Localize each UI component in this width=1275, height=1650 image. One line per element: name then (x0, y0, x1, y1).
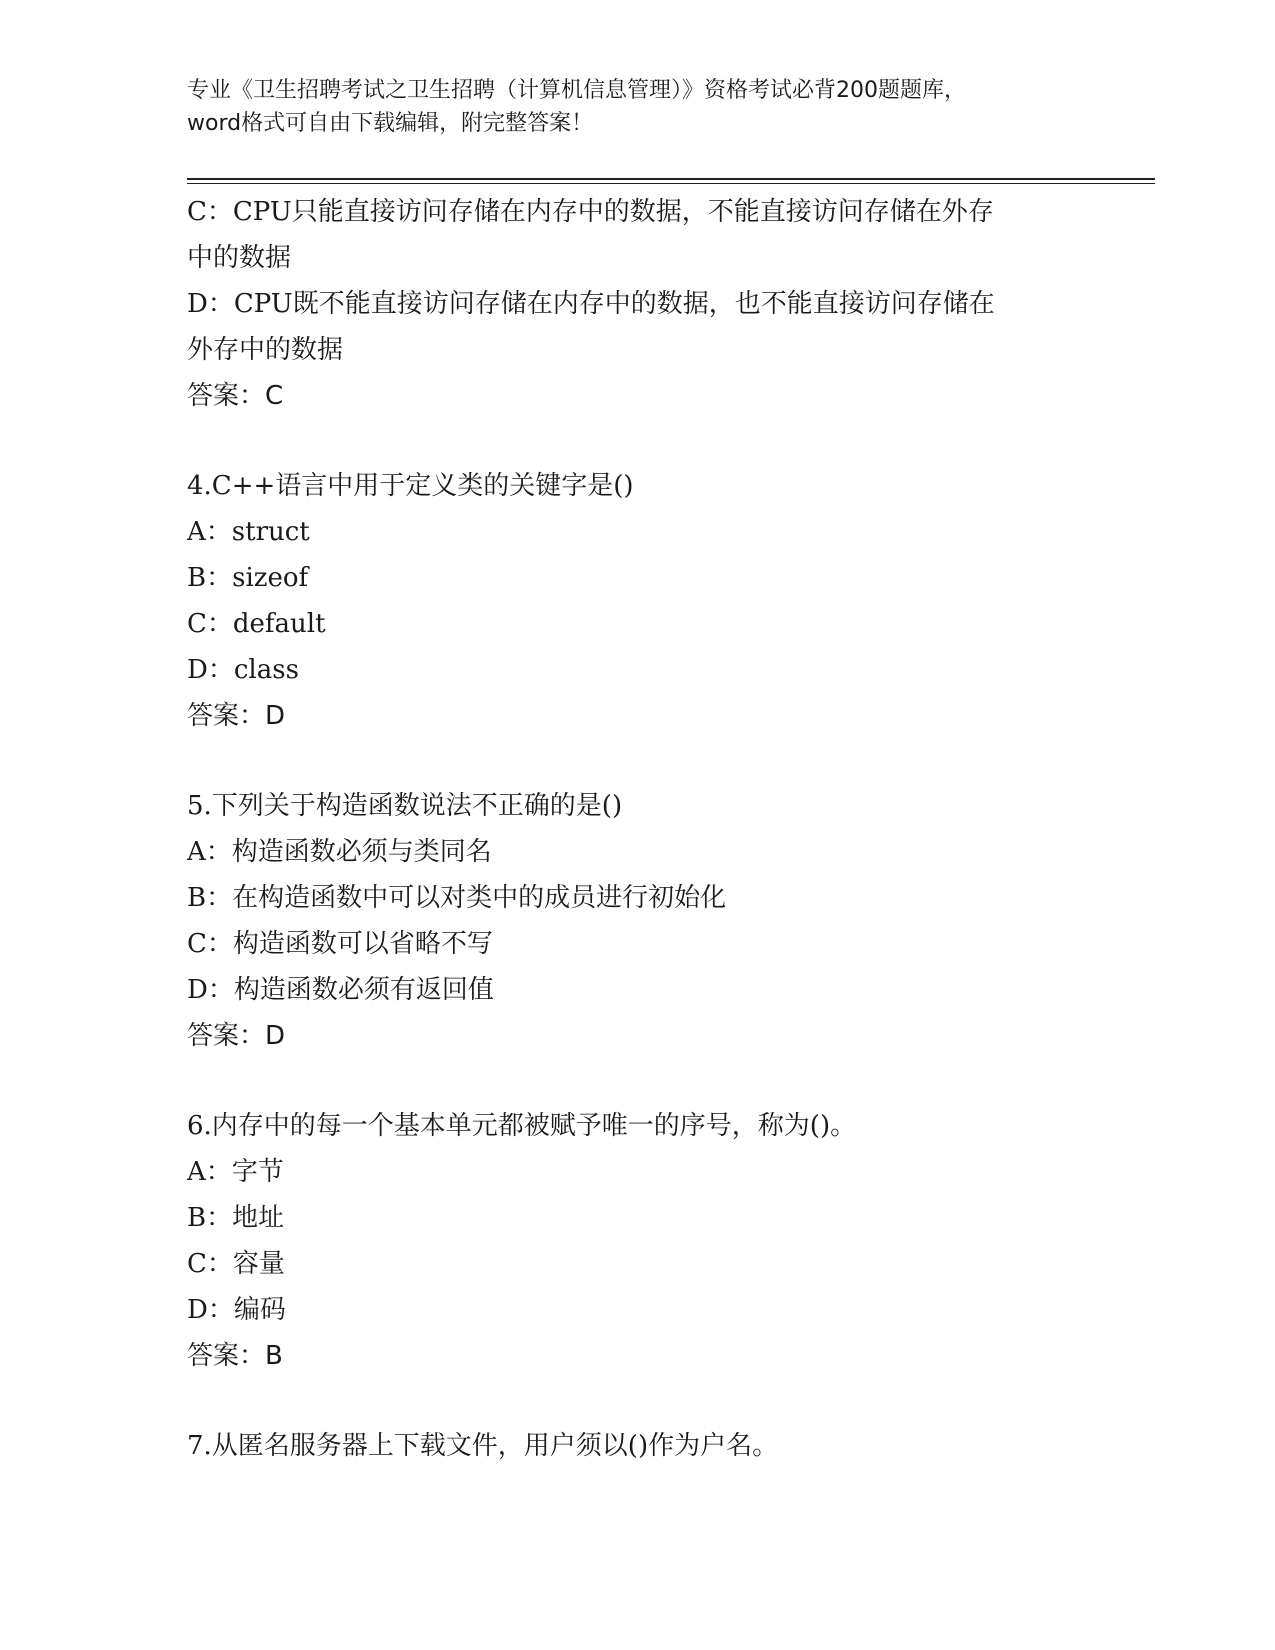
answer: 答案：D (187, 701, 286, 731)
question-3-tail (187, 189, 1087, 419)
spacer (187, 419, 1087, 463)
option-c: C：容量 (187, 1249, 285, 1279)
question-list (187, 189, 1087, 1469)
option-b: B：在构造函数中可以对类中的成员进行初始化 (187, 883, 727, 913)
option-a: A：字节 (187, 1157, 284, 1187)
option-b: B：sizeof (187, 563, 309, 593)
answer: 答案：B (187, 1341, 283, 1371)
question-stem: 7.从匿名服务器上下载文件，用户须以()作为户名。 (187, 1431, 779, 1461)
question-7 (187, 1423, 1087, 1469)
option-d-continued: 外存中的数据 (187, 335, 344, 365)
question-stem: 6.内存中的每一个基本单元都被赋予唯一的序号，称为()。 (187, 1111, 857, 1141)
option-a: A：struct (187, 517, 310, 547)
header-title-line2: word格式可自由下载编辑，附完整答案！ (187, 111, 594, 136)
option-b: B：地址 (187, 1203, 285, 1233)
option-d: D：class (187, 655, 299, 685)
answer: 答案：C (187, 381, 284, 411)
spacer (187, 1059, 1087, 1103)
header-divider (187, 178, 1155, 184)
option-d: D：编码 (187, 1295, 286, 1325)
option-c: C：构造函数可以省略不写 (187, 929, 493, 959)
document-header (187, 74, 1067, 140)
spacer (187, 739, 1087, 783)
answer: 答案：D (187, 1021, 286, 1051)
question-6 (187, 1103, 1087, 1379)
option-a: A：构造函数必须与类同名 (187, 837, 492, 867)
option-d: D：构造函数必须有返回值 (187, 975, 494, 1005)
option-c: C：default (187, 609, 326, 639)
header-title-line1: 专业《卫生招聘考试之卫生招聘（计算机信息管理）》资格考试必背200题题库， (187, 78, 966, 103)
option-c-continued: 中的数据 (187, 243, 292, 273)
question-4 (187, 463, 1087, 739)
option-c: C：CPU只能直接访问存储在内存中的数据，不能直接访问存储在外存 (187, 197, 994, 227)
question-stem: 4.C++语言中用于定义类的关键字是() (187, 471, 634, 501)
question-5 (187, 783, 1087, 1059)
spacer (187, 1379, 1087, 1423)
question-stem: 5.下列关于构造函数说法不正确的是() (187, 791, 623, 821)
option-d: D：CPU既不能直接访问存储在内存中的数据，也不能直接访问存储在 (187, 289, 995, 319)
